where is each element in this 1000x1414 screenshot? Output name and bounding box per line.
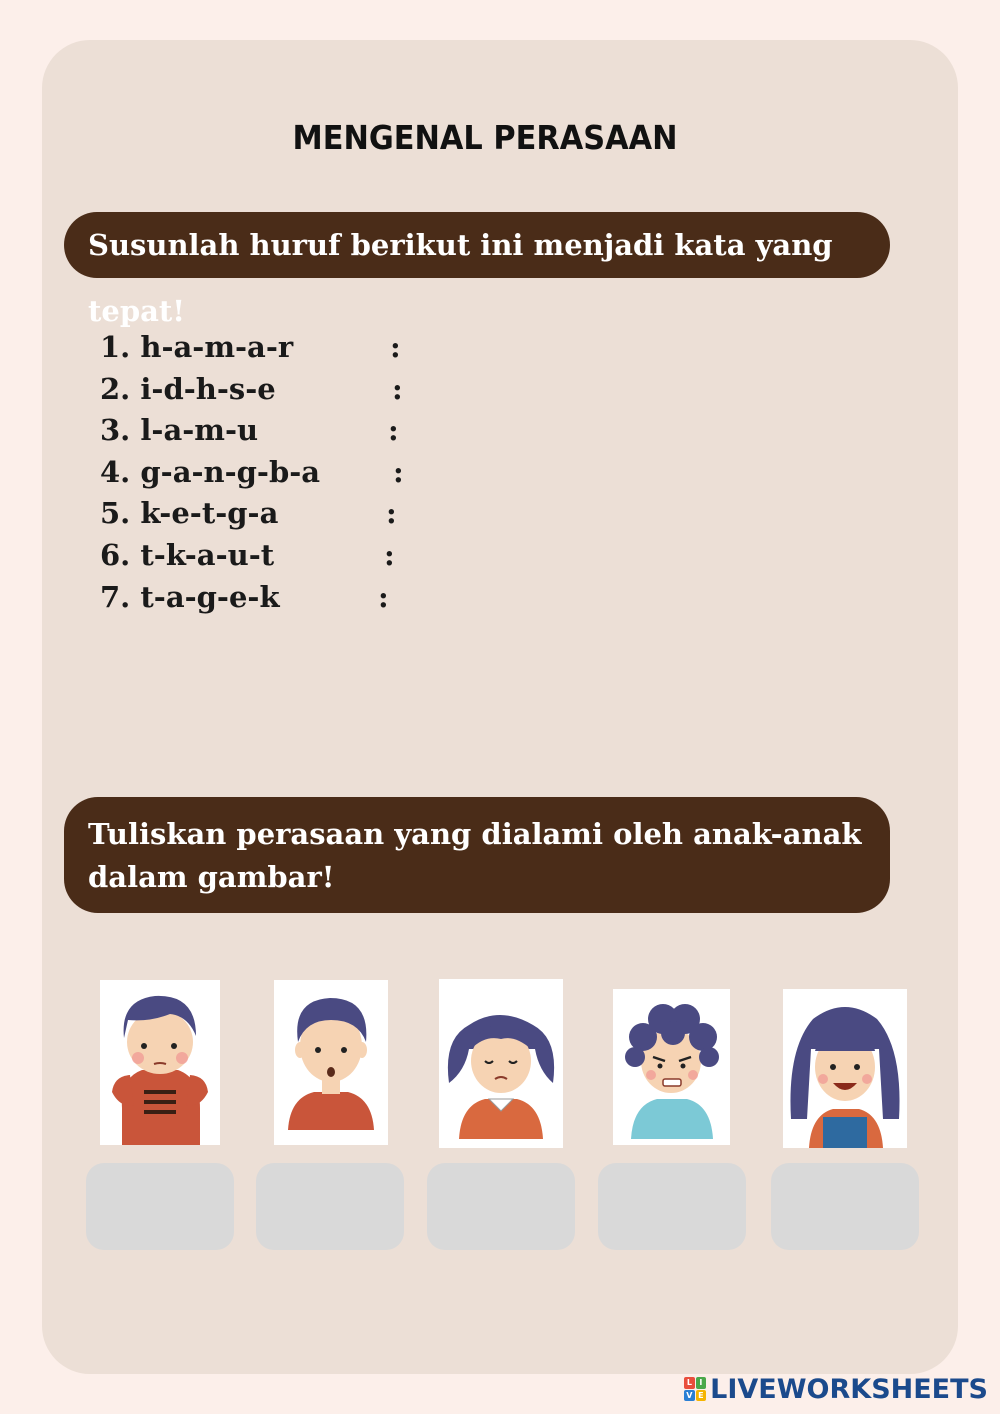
answer-box-3[interactable] [427,1163,575,1250]
item-number: 4. [100,454,131,489]
item-number: 1. [100,330,131,364]
logo-letter: E [696,1390,707,1402]
happy-girl-icon [783,989,907,1148]
list-item [100,493,420,535]
item-number: 7. [100,579,131,614]
instruction-banner-2 [64,797,890,913]
instruction-text-2a: Tuliskan perasaan yang dialami oleh anak-anak [88,817,862,851]
answer-box-2[interactable] [256,1163,404,1250]
surprised-boy-icon [274,980,388,1145]
list-item [100,369,420,411]
page-title: MENGENAL PERASAAN [292,118,678,157]
instruction-text-2b: dalam gambar! [88,860,335,894]
item-letters: h-a-m-a-r [140,330,294,364]
item-letters: t-k-a-u-t [140,537,275,572]
sad-girl-icon [439,979,563,1148]
item-number: 6. [100,537,131,572]
item-letters: l-a-m-u [140,413,259,448]
item-colon: : [390,330,401,364]
angry-boy-icon [613,989,730,1145]
instruction-text-1: Susunlah huruf berikut ini menjadi kata yang tepat! [88,228,833,328]
shy-boy-icon [100,980,220,1145]
answer-box-1[interactable] [86,1163,234,1250]
list-item [100,410,420,452]
brand-name: LIVEWORKSHEETS [710,1373,988,1405]
item-letters: g-a-n-g-b-a [140,454,321,489]
item-letters: t-a-g-e-k [140,579,280,614]
liveworksheets-mark-icon [684,1377,706,1401]
item-colon: : [378,579,389,614]
liveworksheets-logo [684,1372,988,1406]
answer-box-4[interactable] [598,1163,746,1250]
answer-box-5[interactable] [771,1163,919,1250]
list-item [100,452,420,494]
logo-letter: L [684,1377,695,1389]
logo-letter: V [684,1390,695,1402]
item-colon: : [393,454,404,489]
item-number: 5. [100,496,131,531]
list-item [100,327,420,369]
item-letters: i-d-h-s-e [140,371,276,406]
list-item [100,535,420,577]
item-letters: k-e-t-g-a [140,496,279,531]
logo-letter: I [696,1377,707,1389]
item-colon: : [392,371,403,406]
item-colon: : [388,413,399,448]
item-number: 3. [100,413,131,448]
list-item [100,577,420,619]
scramble-list [100,327,420,618]
instruction-banner-1 [64,212,890,328]
item-colon: : [384,537,395,572]
item-colon: : [386,496,397,531]
item-number: 2. [100,371,131,406]
